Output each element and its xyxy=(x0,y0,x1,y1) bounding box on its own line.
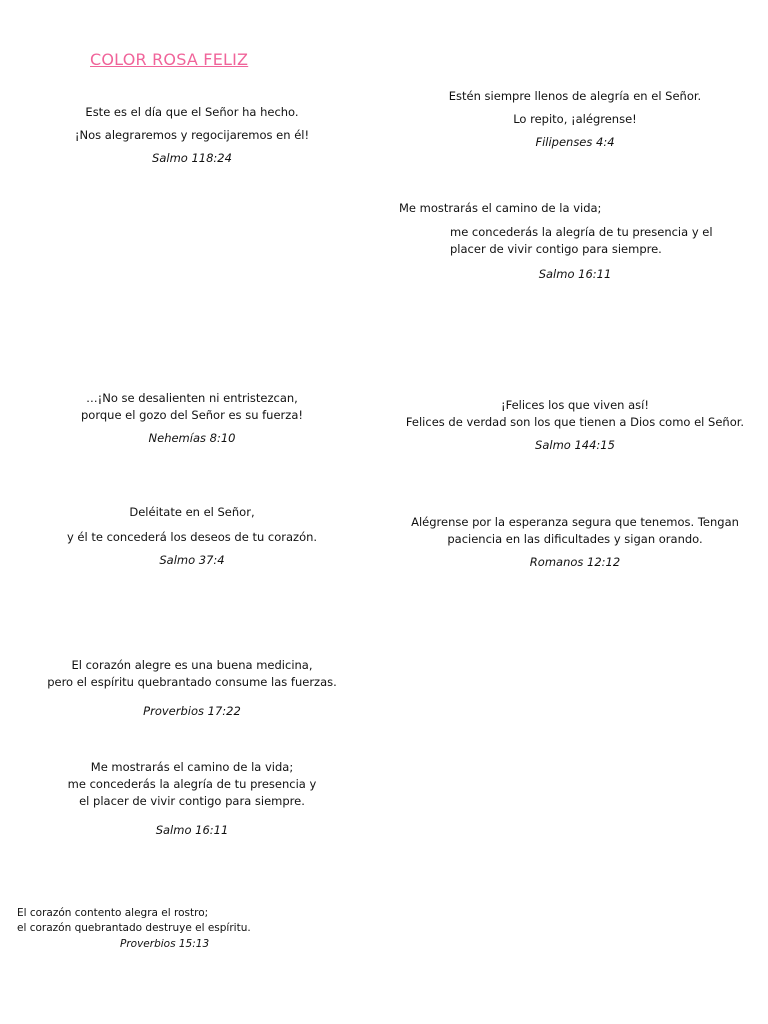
verse-line: ¡Felices los que viven así! xyxy=(501,398,649,412)
verse-reference: Salmo 144:15 xyxy=(535,438,615,452)
verse-line: porque el gozo del Señor es su fuerza! xyxy=(81,408,303,422)
verse-reference: Salmo 16:11 xyxy=(155,823,229,837)
verse-line: placer de vivir contigo para siempre. xyxy=(450,242,662,256)
verse-line: Me mostrarás el camino de la vida; xyxy=(90,760,294,774)
verse-line: Este es el día que el Señor ha hecho. xyxy=(85,105,299,119)
verse-reference: Proverbios 17:22 xyxy=(143,704,241,718)
verse-reference: Romanos 12:12 xyxy=(529,555,621,569)
verse-reference: Filipenses 4:4 xyxy=(535,135,615,149)
verse-line: ¡Nos alegraremos y regocijaremos en él! xyxy=(74,128,310,142)
verse-reference: Salmo 37:4 xyxy=(159,553,225,567)
verse-line: me concederás la alegría de tu presencia y el xyxy=(450,225,713,239)
verse-salmo-16-11 xyxy=(40,759,344,839)
verse-line: El corazón alegre es una buena medicina, xyxy=(71,658,313,672)
verse-salmo-118-24 xyxy=(40,104,344,167)
verse-nehemias-8-10 xyxy=(40,390,344,447)
verse-salmo-144-15 xyxy=(400,397,750,454)
verse-line: Me mostrarás el camino de la vida; xyxy=(399,201,602,215)
verse-reference-text: Salmo 16:11 xyxy=(538,267,612,281)
verse-line: paciencia en las dificultades y sigan orando. xyxy=(447,532,703,546)
verse-reference: Proverbios 15:13 xyxy=(120,938,210,950)
verse-proverbios-17-22 xyxy=(40,657,344,720)
verse-line: Alégrense por la esperanza segura que tenemos. Tengan xyxy=(411,515,739,529)
verse-line: el placer de vivir contigo para siempre. xyxy=(79,794,305,808)
verse-line: Deléitate en el Señor, xyxy=(129,505,255,519)
verse-line: pero el espíritu quebrantado consume las fuerzas. xyxy=(47,675,337,689)
page-title: COLOR ROSA FELIZ xyxy=(90,50,249,69)
verse-romanos-12-12 xyxy=(400,514,750,571)
verse-reference: Salmo 118:24 xyxy=(152,151,232,165)
verse-filipenses-4-4 xyxy=(420,88,730,151)
verse-salmo-37-4 xyxy=(40,504,344,569)
verse-line: Estén siempre llenos de alegría en el Señor. xyxy=(448,89,702,103)
verse-reference xyxy=(420,266,730,283)
verse-line: El corazón contento alegra el rostro; xyxy=(17,907,209,919)
verse-line: …¡No se desalienten ni entristezcan, xyxy=(86,391,298,405)
verse-line: el corazón quebrantado destruye el espíritu. xyxy=(17,922,251,934)
verse-line: y él te concederá los deseos de tu corazón. xyxy=(66,530,318,544)
verse-line: me concederás la alegría de tu presencia y xyxy=(67,777,317,791)
verse-reference: Nehemías 8:10 xyxy=(148,431,236,445)
verse-line: Lo repito, ¡alégrense! xyxy=(513,112,637,126)
verse-line: Felices de verdad son los que tienen a Dios como el Señor. xyxy=(405,415,745,429)
